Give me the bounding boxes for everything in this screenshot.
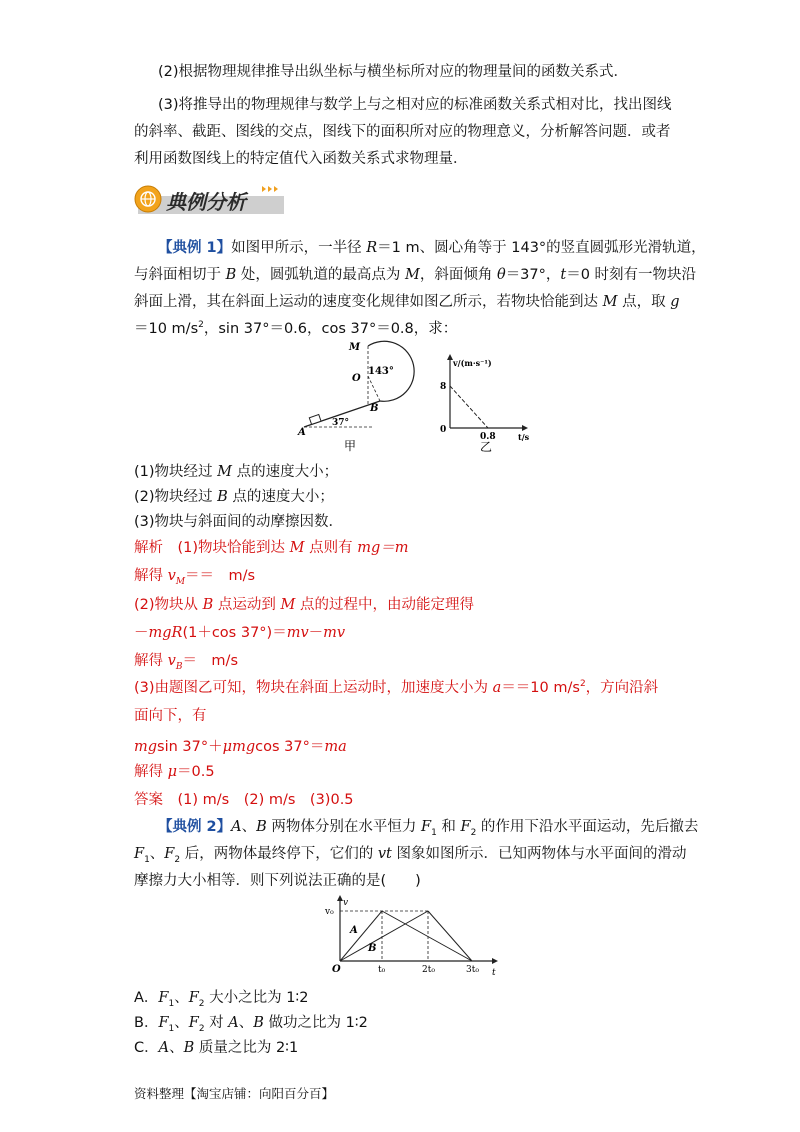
vt-tick-t0: t₀ — [378, 965, 386, 975]
ex1-line1: 【典例 1】如图甲所示，一半径 R＝1 m、圆心角等于 143°的竖直圆弧形光滑轨道， — [158, 240, 706, 256]
caption-yi: 乙 — [480, 440, 493, 452]
ex1-solution-2: 解得 $v_M==$ m/s — [134, 568, 256, 587]
ex2-line1: 【典例 2】A、B 两物体分别在水平恒力 $F_1$ 和 $F_2$ 的作用下沿水平面运动，先后撤去 — [158, 819, 699, 838]
ex1-line3: 斜面上滑，其在斜面上运动的速度变化规律如图乙所示，若物块恰能到达 M 点，取 g — [134, 294, 680, 310]
ex1-line2: 与斜面相切于 B 处，圆弧轨道的最高点为 M，斜面倾角 θ＝37°，t＝0 时刻有一物块沿 — [134, 267, 697, 283]
vt-ylabel: v — [343, 898, 349, 908]
section-banner — [134, 180, 284, 216]
ex1-solution-3: (2)物块从 B 点运动到 M 点的过程中，由动能定理得 — [134, 597, 474, 613]
ex1-solution-6: (3)由题图乙可知，物块在斜面上运动时，加速度大小为 a＝＝10 $m/s^2$，方向沿斜 — [134, 679, 659, 696]
ex1-answer: 答案 (1) m/s (2) m/s (3)0.5 — [134, 792, 354, 808]
yi-tick-8: 8 — [440, 382, 447, 392]
figure-jia — [292, 338, 452, 458]
page-footer: 资料整理【淘宝店铺：向阳百分百】 — [134, 1086, 335, 1101]
ex1-question1: (1)物块经过 M 点的速度大小； — [134, 464, 339, 480]
ex1-solution-7: 面向下，有 — [134, 708, 207, 724]
figure-yi — [436, 352, 546, 452]
ex1-question2: (2)物块经过 B 点的速度大小； — [134, 489, 334, 505]
globe-icon — [135, 186, 161, 212]
yi-xlabel: t/s — [518, 432, 530, 442]
vt-xlabel: t — [492, 968, 496, 978]
vt-tick-3t0: 3t₀ — [466, 965, 479, 975]
intro-step3-line3: 利用函数图线上的特定值代入函数关系式求物理量． — [134, 151, 468, 167]
ex2-option-A: A．$F_1$、$F_2$ 大小之比为 1∶2 — [134, 990, 309, 1009]
label-incline-angle: 37° — [332, 418, 350, 428]
intro-step3-line1: (3)将推导出的物理规律与数学上与之相对应的标准函数关系式相对比，找出图线 — [158, 97, 672, 113]
ex1-solution-4: －mgR(1＋cos 37°)＝mv－mv — [134, 625, 346, 641]
ex2-line3: 摩擦力大小相等．则下列说法正确的是( ) — [134, 873, 421, 889]
label-B: B — [370, 403, 379, 414]
caption-jia: 甲 — [344, 439, 357, 453]
vt-tick-2t0: 2t₀ — [422, 965, 435, 975]
label-O: O — [352, 373, 361, 384]
ex1-solution-8: mgsin 37°＋μmgcos 37°＝ma — [134, 739, 347, 755]
label-M: M — [349, 342, 361, 353]
banner-title: 典例分析 — [166, 190, 246, 214]
label-A: A — [298, 427, 306, 438]
ex1-solution-9: 解得 μ＝0.5 — [134, 764, 215, 780]
ex2-option-B: B．$F_1$、$F_2$ 对 A、B 做功之比为 1∶2 — [134, 1015, 368, 1034]
intro-step2: (2)根据物理规律推导出纵坐标与横坐标所对应的物理量间的函数关系式． — [158, 64, 629, 80]
vt-origin: O — [332, 964, 341, 975]
ex1-question3: (3)物块与斜面间的动摩擦因数． — [134, 514, 344, 530]
ex1-solution-1: 解析 (1)物块恰能到达 M 点则有 mg＝m — [134, 540, 409, 556]
ex1-solution-5: 解得 $v_B=$ m/s — [134, 653, 239, 672]
yi-tick-0.8: 0.8 — [480, 432, 496, 442]
ex1-line4: ＝10 $m/s^2$，sin 37°＝0.6，cos 37°＝0.8，求： — [134, 320, 458, 337]
yi-ylabel: v/(m·s⁻¹) — [453, 358, 492, 368]
intro-step3-line2: 的斜率、截距、图线的交点，图线下的面积所对应的物理意义，分析解答问题．或者 — [134, 124, 671, 140]
label-angle-143: 143° — [368, 366, 394, 377]
figure-vt — [322, 895, 502, 979]
yi-origin: 0 — [440, 425, 447, 435]
ex2-line2: $F_1$、$F_2$ 后，两物体最终停下，它们的 vt 图象如图所示．已知两物体与水平面间的滑动 — [134, 846, 687, 865]
vt-line-B: B — [368, 943, 377, 954]
ex2-option-C: C．A、B 质量之比为 2∶1 — [134, 1040, 299, 1056]
vt-line-A: A — [350, 925, 358, 936]
vt-v0: v₀ — [325, 907, 334, 917]
